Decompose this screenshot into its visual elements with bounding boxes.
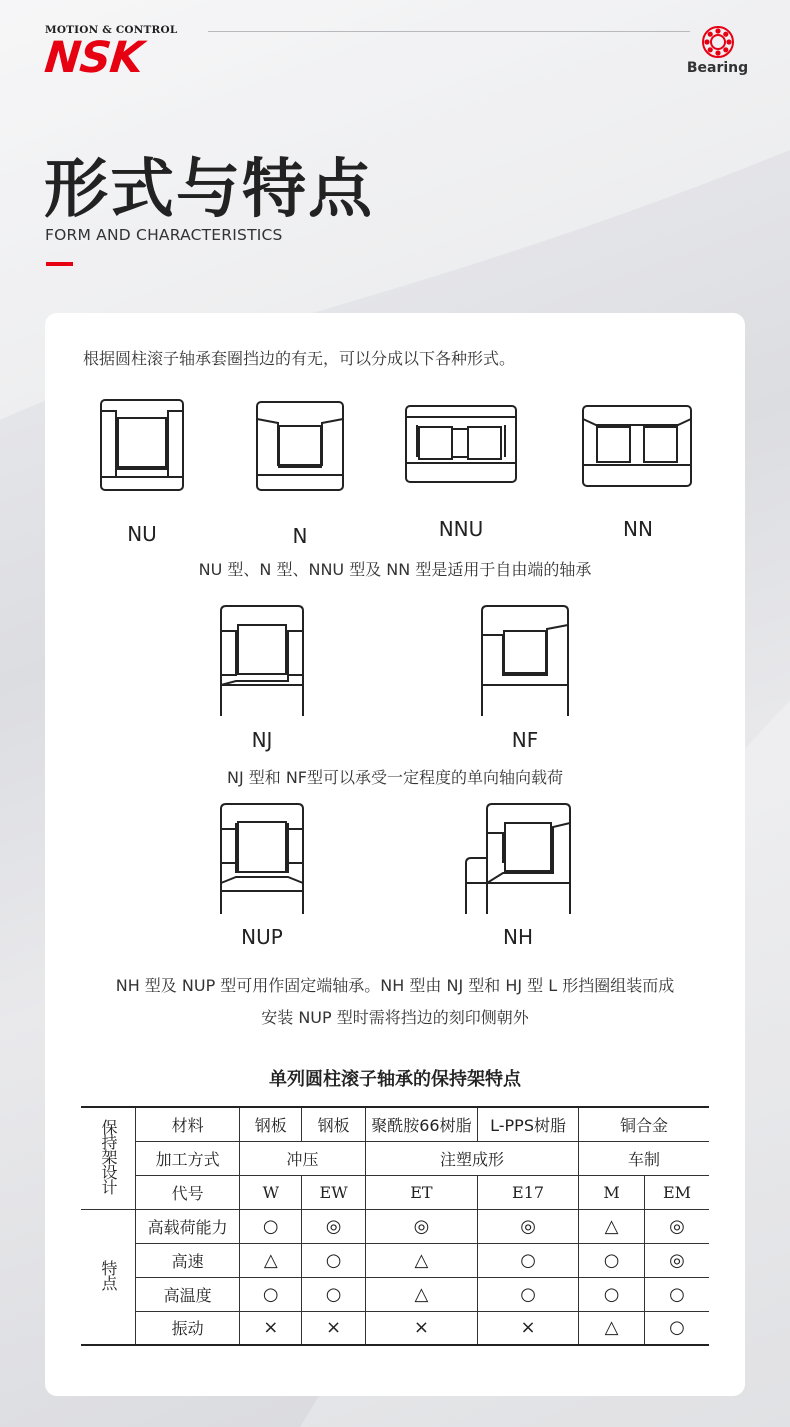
label-nn: NN: [623, 517, 653, 541]
rating-cell: △: [579, 1311, 645, 1345]
row-header-process: 加工方式: [136, 1141, 240, 1175]
rating-cell: ○: [240, 1277, 302, 1311]
bearing-diagram-nup: [220, 803, 304, 915]
rating-cell: ◎: [478, 1209, 579, 1243]
header-divider: [208, 31, 690, 32]
bearing-diagram-nf: [481, 605, 569, 717]
rating-cell: ◎: [645, 1243, 710, 1277]
content-card: [45, 313, 745, 1396]
rating-cell: △: [365, 1243, 477, 1277]
process-cell: 车制: [579, 1141, 709, 1175]
bearing-diagram-n: [256, 401, 344, 491]
brand-name: NSK: [42, 33, 145, 83]
rating-cell: △: [240, 1243, 302, 1277]
caption-fixed-end-1: NH 型及 NUP 型可用作固定端轴承。NH 型由 NJ 型和 HJ 型 L 形挡圈组装而成: [115, 976, 675, 995]
rating-cell: ○: [478, 1243, 579, 1277]
label-nj: NJ: [251, 728, 273, 752]
label-nup: NUP: [241, 925, 283, 949]
table-row-process: [81, 1141, 709, 1175]
intro-text: 根据圆柱滚子轴承套圈挡边的有无，可以分成以下各种形式。: [83, 349, 516, 368]
caption-axial-load: NJ 型和 NF型可以承受一定程度的单向轴向载荷: [226, 768, 564, 787]
bearing-label: Bearing: [686, 60, 749, 76]
group-cell-features: [81, 1209, 136, 1345]
process-cell: 注塑成形: [365, 1141, 578, 1175]
rating-cell: ×: [365, 1311, 477, 1345]
group-label-design: 保持架设计: [99, 1118, 118, 1194]
rating-cell: ○: [240, 1209, 302, 1243]
bearing-icon: [702, 26, 734, 58]
rating-cell: ○: [645, 1277, 710, 1311]
bearing-badge: [680, 26, 755, 76]
table-row-feature: [81, 1311, 709, 1345]
code-cell: EW: [302, 1175, 366, 1209]
cage-characteristics-table: [81, 1106, 709, 1346]
label-nnu: NNU: [438, 517, 484, 541]
rating-cell: ○: [302, 1243, 366, 1277]
bearing-diagram-nh: [465, 803, 571, 915]
page-subtitle: FORM AND CHARACTERISTICS: [45, 226, 283, 244]
row-header-material: 材料: [136, 1107, 240, 1141]
rating-cell: ◎: [302, 1209, 366, 1243]
bearing-diagram-nn: [582, 405, 692, 487]
feature-label: 高载荷能力: [136, 1209, 240, 1243]
code-cell: EM: [645, 1175, 710, 1209]
bearing-diagram-nu: [100, 399, 184, 491]
rating-cell: ○: [302, 1277, 366, 1311]
rating-cell: ◎: [365, 1209, 477, 1243]
rating-cell: ○: [579, 1243, 645, 1277]
table-row-feature: [81, 1243, 709, 1277]
feature-label: 振动: [136, 1311, 240, 1345]
table-row-feature: [81, 1277, 709, 1311]
label-n: N: [292, 524, 308, 548]
rating-cell: △: [579, 1209, 645, 1243]
page-title: 形式与特点: [44, 153, 374, 227]
process-cell: 冲压: [240, 1141, 366, 1175]
caption-fixed-end-2: 安装 NUP 型时需将挡边的刻印侧朝外: [261, 1008, 529, 1027]
group-label-features: 特点: [99, 1259, 118, 1290]
code-cell: W: [240, 1175, 302, 1209]
material-cell: L-PPS树脂: [478, 1107, 579, 1141]
material-cell: 钢板: [302, 1107, 366, 1141]
row-header-code: 代号: [136, 1175, 240, 1209]
feature-label: 高速: [136, 1243, 240, 1277]
table-row-feature: [81, 1209, 709, 1243]
rating-cell: ○: [579, 1277, 645, 1311]
table-row-material: [81, 1107, 709, 1141]
group-cell-design: [81, 1107, 136, 1209]
code-cell: ET: [365, 1175, 477, 1209]
rating-cell: ×: [478, 1311, 579, 1345]
table-row-code: [81, 1175, 709, 1209]
brand-tagline: MOTION & CONTROL: [45, 24, 178, 36]
material-cell: 钢板: [240, 1107, 302, 1141]
rating-cell: ◎: [645, 1209, 710, 1243]
code-cell: E17: [478, 1175, 579, 1209]
label-nf: NF: [511, 728, 539, 752]
caption-free-end: NU 型、N 型、NNU 型及 NN 型是适用于自由端的轴承: [198, 560, 592, 579]
material-cell: 聚酰胺66树脂: [365, 1107, 477, 1141]
title-accent-bar: [46, 262, 73, 266]
rating-cell: ○: [645, 1311, 710, 1345]
nsk-logo: [42, 24, 185, 83]
code-cell: M: [579, 1175, 645, 1209]
material-cell: 铜合金: [579, 1107, 709, 1141]
rating-cell: ×: [302, 1311, 366, 1345]
rating-cell: △: [365, 1277, 477, 1311]
label-nh: NH: [503, 925, 533, 949]
bearing-diagram-nnu: [405, 405, 517, 485]
feature-label: 高温度: [136, 1277, 240, 1311]
table-title: 单列圆柱滚子轴承的保持架特点: [269, 1069, 521, 1090]
label-nu: NU: [127, 522, 157, 546]
rating-cell: ○: [478, 1277, 579, 1311]
bearing-diagram-nj: [220, 605, 304, 717]
rating-cell: ×: [240, 1311, 302, 1345]
